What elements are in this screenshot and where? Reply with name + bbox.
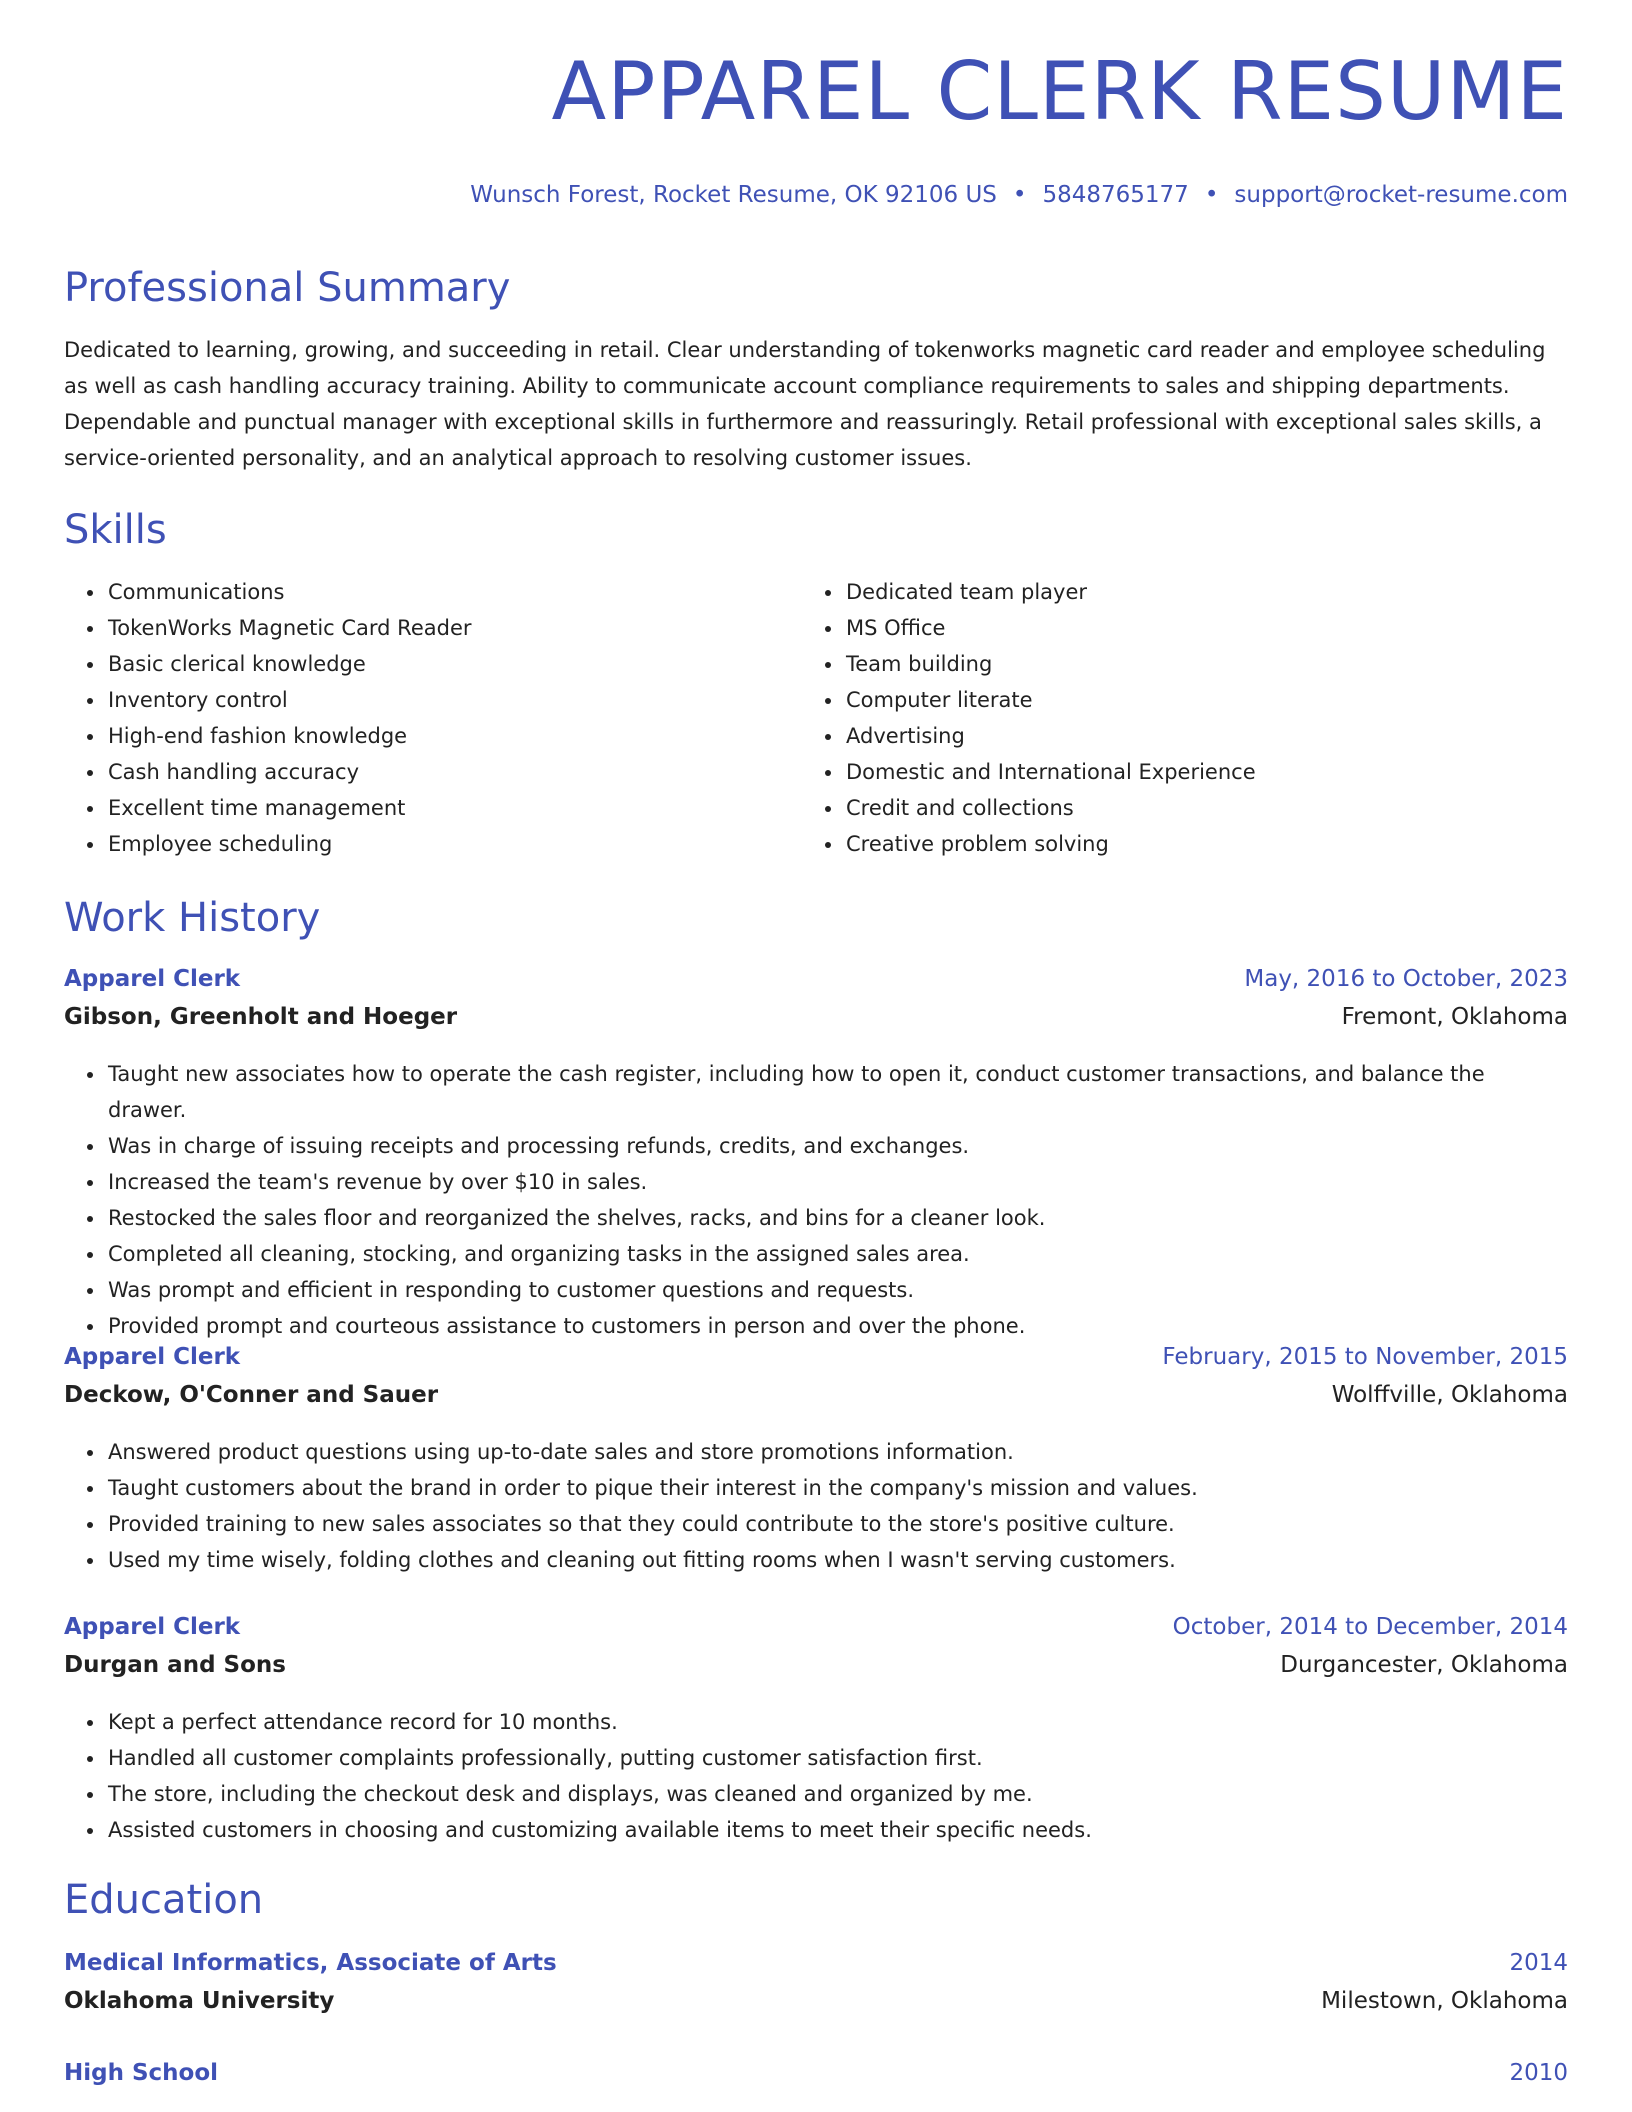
list-item: • Taught new associates how to operate the cash register, including how to open it, conduct customer transactions, and balance the drawer. (106, 1056, 1568, 1128)
list-item: • Kept a perfect attendance record for 10 months. (106, 1704, 1568, 1740)
job-bullets (64, 1056, 1568, 1344)
job-location: Fremont, Oklahoma (1341, 1004, 1568, 1030)
skill-item: • Domestic and International Experience (844, 754, 1256, 790)
education-school: Oklahoma University (64, 1988, 335, 2014)
list-item: • Provided training to new sales associates so that they could contribute to the store's positive culture. (106, 1506, 1568, 1542)
list-item: • Was in charge of issuing receipts and processing refunds, credits, and exchanges. (106, 1128, 1568, 1164)
job-location: Durgancester, Oklahoma (1280, 1652, 1568, 1678)
contact-line (470, 182, 1568, 208)
job-bullets (64, 1434, 1568, 1578)
skill-item: • Advertising (844, 718, 1256, 754)
list-item: • The store, including the checkout desk and displays, was cleaned and organized by me. (106, 1776, 1568, 1812)
education-entry (64, 1950, 1568, 2026)
skills-list-left (64, 574, 472, 862)
list-item: • Was prompt and efficient in responding to customer questions and requests. (106, 1272, 1568, 1308)
list-item: • Taught customers about the brand in order to pique their interest in the company's mission and values. (106, 1470, 1568, 1506)
job-company: Gibson, Greenholt and Hoeger (64, 1004, 458, 1030)
education-heading: Education (64, 1877, 264, 1923)
job-dates: October, 2014 to December, 2014 (1172, 1614, 1568, 1640)
list-item: • Assisted customers in choosing and customizing available items to meet their specific needs. (106, 1812, 1568, 1848)
job-title: Apparel Clerk (64, 966, 241, 992)
education-year: 2010 (1509, 2060, 1568, 2086)
job-bullets (64, 1704, 1568, 1848)
skill-item: • MS Office (844, 610, 1256, 646)
work-heading: Work History (64, 895, 321, 941)
contact-email: support@rocket-resume.com (1234, 182, 1568, 208)
skill-item: • Excellent time management (106, 790, 472, 826)
education-degree: Medical Informatics, Associate of Arts (64, 1950, 557, 1976)
skill-item: • Computer literate (844, 682, 1256, 718)
skill-item: • Credit and collections (844, 790, 1256, 826)
resume-title: APPAREL CLERK RESUME (551, 45, 1568, 138)
skill-item: • TokenWorks Magnetic Card Reader (106, 610, 472, 646)
summary-heading: Professional Summary (64, 265, 511, 311)
list-item: • Provided prompt and courteous assistance to customers in person and over the phone. (106, 1308, 1568, 1344)
job-title: Apparel Clerk (64, 1344, 241, 1370)
contact-separator: • (1204, 182, 1219, 208)
contact-phone: 5848765177 (1042, 182, 1189, 208)
education-entry (64, 2060, 1568, 2098)
job-company: Deckow, O'Conner and Sauer (64, 1382, 439, 1408)
summary-text: Dedicated to learning, growing, and succeeding in retail. Clear understanding of tokenworks magnetic card reader and employee scheduling as well as cash handling accuracy training. Ability to communicate account compliance requirements to sales and shipping departments. Dependable and punctual manager with exceptional skills in furthermore and reassuringly. Retail professional with exceptional sales skills, a service-oriented personality, and an analytical approach to resolving customer issues. (64, 338, 1546, 470)
list-item: • Handled all customer complaints professionally, putting customer satisfaction first. (106, 1740, 1568, 1776)
skill-item: • Inventory control (106, 682, 472, 718)
job-dates: May, 2016 to October, 2023 (1244, 966, 1568, 992)
list-item: • Used my time wisely, folding clothes and cleaning out fitting rooms when I wasn't serving customers. (106, 1542, 1568, 1578)
job-company: Durgan and Sons (64, 1652, 286, 1678)
job-entry (64, 1614, 1568, 1848)
skill-item: • Employee scheduling (106, 826, 472, 862)
skill-item: • Communications (106, 574, 472, 610)
job-location: Wolffville, Oklahoma (1331, 1382, 1568, 1408)
education-year: 2014 (1509, 1950, 1568, 1976)
skill-item: • Cash handling accuracy (106, 754, 472, 790)
skills-list-right (802, 574, 1256, 862)
job-entry (64, 966, 1568, 1344)
education-degree: High School (64, 2060, 219, 2086)
contact-address: Wunsch Forest, Rocket Resume, OK 92106 US (470, 182, 997, 208)
job-dates: February, 2015 to November, 2015 (1162, 1344, 1568, 1370)
skills-heading: Skills (64, 507, 167, 553)
list-item: • Completed all cleaning, stocking, and organizing tasks in the assigned sales area. (106, 1236, 1568, 1272)
skill-item: • Basic clerical knowledge (106, 646, 472, 682)
skill-item: • Creative problem solving (844, 826, 1256, 862)
skill-item: • Dedicated team player (844, 574, 1256, 610)
list-item: • Increased the team's revenue by over $10 in sales. (106, 1164, 1568, 1200)
list-item: • Restocked the sales floor and reorganized the shelves, racks, and bins for a cleaner look. (106, 1200, 1568, 1236)
skill-item: • High-end fashion knowledge (106, 718, 472, 754)
education-location: Milestown, Oklahoma (1321, 1988, 1568, 2014)
skill-item: • Team building (844, 646, 1256, 682)
job-title: Apparel Clerk (64, 1614, 241, 1640)
list-item: • Answered product questions using up-to-date sales and store promotions information. (106, 1434, 1568, 1470)
job-entry (64, 1344, 1568, 1578)
contact-separator: • (1012, 182, 1027, 208)
